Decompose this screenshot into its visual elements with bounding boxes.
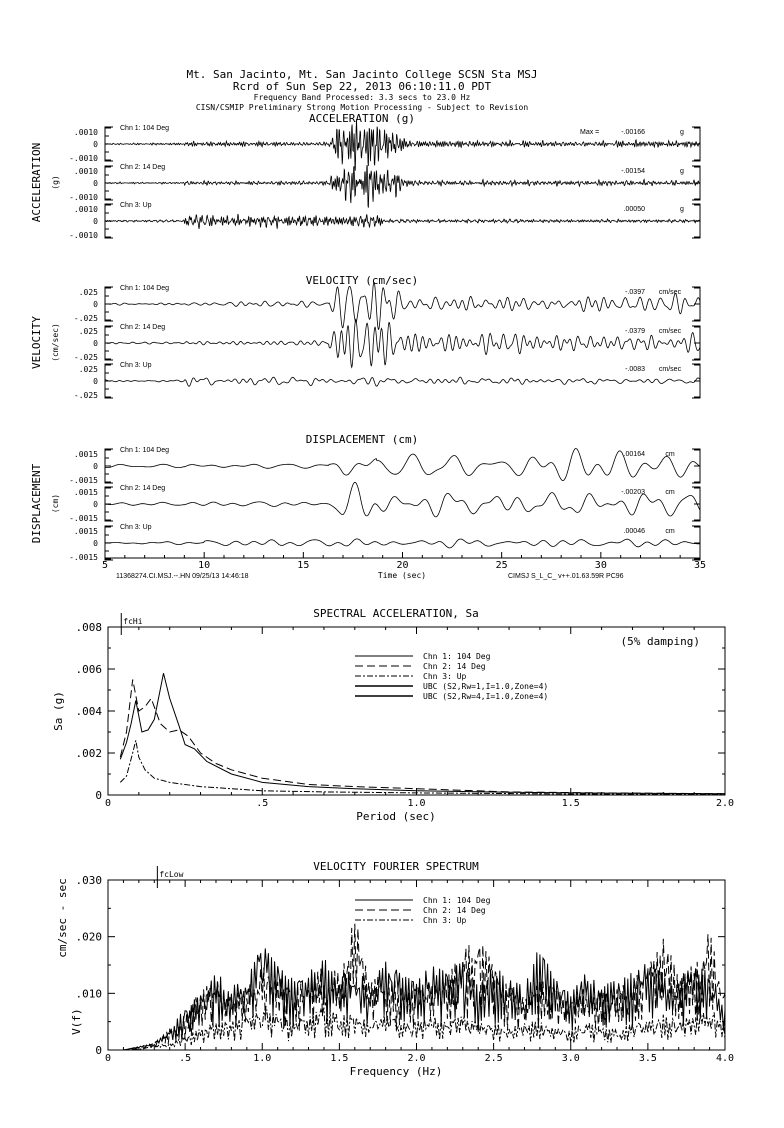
channel-unit: cm <box>665 489 675 496</box>
processing-version: CIMSJ S_L_C_ v++.01.63.59R PC96 <box>508 573 624 580</box>
y-tick-label: .008 <box>75 621 102 634</box>
y-tick-label: 0 <box>93 217 98 226</box>
channel-label: Chn 3: Up <box>120 362 152 369</box>
panel-title: VELOCITY (cm/sec) <box>305 274 419 287</box>
panel-title: ACCELERATION (g) <box>309 112 415 125</box>
channel-unit: cm/sec <box>658 366 682 373</box>
x-tick-label: 15 <box>297 560 310 571</box>
waveform-trace <box>105 282 700 329</box>
x-tick-label: .5 <box>179 1053 192 1064</box>
y-tick-label: .025 <box>78 288 98 297</box>
x-axis-label: Time (sec) <box>377 571 427 580</box>
y-axis-unit: (cm/sec) <box>51 323 60 362</box>
x-tick-label: 1.0 <box>407 798 426 809</box>
y-tick-label: -.0010 <box>69 154 98 163</box>
plot-frame <box>108 627 725 795</box>
legend-entry: UBC (S2,Rw=4,I=1.0,Zone=4) <box>423 692 549 701</box>
channel-label: Chn 1: 104 Deg <box>120 447 170 454</box>
spectral-acceleration-chart <box>52 607 734 823</box>
y-tick-label: 0 <box>95 1044 102 1057</box>
y-tick-label: .0010 <box>73 205 98 214</box>
x-axis-label: Frequency (Hz) <box>349 1065 443 1078</box>
frequency-band: Frequency Band Processed: 3.3 secs to 23.0 Hz <box>253 93 471 102</box>
processing-note: CISN/CSMIP Preliminary Strong Motion Processing - Subject to Revision <box>195 103 529 112</box>
y-tick-label: .004 <box>75 705 102 718</box>
y-tick-label: -.0015 <box>69 476 98 485</box>
waveform-trace <box>105 539 700 548</box>
y-tick-label: .0010 <box>73 167 98 176</box>
waveform-trace <box>105 320 700 368</box>
channel-right-axis <box>692 449 700 483</box>
x-tick-label: 30 <box>594 560 607 571</box>
y-tick-label: .006 <box>75 663 102 676</box>
channel-unit: g <box>680 129 684 136</box>
time-series-panel-velocity <box>30 274 700 400</box>
cutoff-marker-label: fcLow <box>159 870 184 879</box>
legend-entry: Chn 2: 14 Deg <box>423 662 486 671</box>
channel-unit: cm <box>665 451 675 458</box>
x-tick-label: 3.0 <box>561 1053 580 1064</box>
channel-max-value: -.00154 <box>621 168 645 175</box>
channel-max-value: -.00166 <box>621 129 645 136</box>
fourier-spectrum-chart <box>56 860 734 1078</box>
x-tick-label: 20 <box>396 560 409 571</box>
x-tick-label: 1.5 <box>561 798 580 809</box>
damping-note: (5% damping) <box>620 635 700 648</box>
record-id: 11368274.CI.MSJ.--.HN 09/25/13 14:46:18 <box>116 573 249 580</box>
y-tick-label: .030 <box>75 874 102 887</box>
panel-title: DISPLACEMENT (cm) <box>305 433 419 446</box>
y-axis-label: VELOCITY <box>30 316 43 369</box>
max-label: Max = <box>580 129 600 136</box>
channel-label: Chn 2: 14 Deg <box>120 324 166 331</box>
y-tick-label: .0015 <box>73 488 98 497</box>
channel-max-value: -.0379 <box>625 328 645 335</box>
legend-entry: Chn 3: Up <box>423 916 467 925</box>
legend-entry: Chn 2: 14 Deg <box>423 906 486 915</box>
x-tick-label: 10 <box>198 560 211 571</box>
chart-title: SPECTRAL ACCELERATION, Sa <box>313 607 479 620</box>
channel-max-value: -.0397 <box>625 289 645 296</box>
x-tick-label: 2.5 <box>484 1053 503 1064</box>
y-tick-label: 0 <box>93 140 98 149</box>
waveform-trace <box>105 377 700 386</box>
y-tick-label: -.0015 <box>69 553 98 562</box>
channel-label: Chn 1: 104 Deg <box>120 285 170 292</box>
waveform-trace <box>105 449 700 481</box>
y-axis-label: V(f) <box>70 1008 84 1035</box>
legend-entry: Chn 1: 104 Deg <box>423 896 491 905</box>
channel-right-axis <box>692 487 700 521</box>
y-tick-label: -.0010 <box>69 193 98 202</box>
time-series-panel-acceleration <box>30 112 700 240</box>
y-tick-label: 0 <box>93 377 98 386</box>
channel-max-value: -.00203 <box>621 489 645 496</box>
x-tick-label: 35 <box>693 560 707 571</box>
channel-label: Chn 3: Up <box>120 202 152 209</box>
legend-entry: UBC (S2,Rw=1,I=1.0,Zone=4) <box>423 682 549 691</box>
channel-unit: cm <box>665 528 675 535</box>
x-tick-label: .5 <box>256 798 269 809</box>
x-tick-label: 4.0 <box>715 1053 735 1064</box>
y-tick-label: -.0010 <box>69 231 98 240</box>
chart-title: VELOCITY FOURIER SPECTRUM <box>313 860 479 873</box>
channel-max-value: .00164 <box>623 451 645 458</box>
channel-label: Chn 2: 14 Deg <box>120 164 166 171</box>
x-tick-label: 25 <box>495 560 508 571</box>
channel-right-axis <box>692 287 700 321</box>
y-tick-label: .0010 <box>73 128 98 137</box>
y-tick-label: 0 <box>93 179 98 188</box>
y-tick-label: .0015 <box>73 450 98 459</box>
y-axis-unit: (g) <box>51 175 60 190</box>
y-tick-label: .025 <box>78 327 98 336</box>
channel-unit: g <box>680 206 684 213</box>
y-axis-label: ACCELERATION <box>30 142 43 223</box>
channel-label: Chn 3: Up <box>120 524 152 531</box>
waveform-trace <box>105 214 700 229</box>
y-axis-unit: (cm) <box>51 493 60 514</box>
time-axis <box>102 552 706 580</box>
channel-right-axis <box>692 364 700 398</box>
channel-label: Chn 2: 14 Deg <box>120 485 166 492</box>
x-tick-label: 3.5 <box>638 1053 657 1064</box>
channel-max-value: -.0083 <box>625 366 645 373</box>
y-tick-label: 0 <box>93 462 98 471</box>
y-tick-label: .020 <box>75 930 102 944</box>
record-date: Rcrd of Sun Sep 22, 2013 06:10:11.0 PDT <box>232 80 492 93</box>
channel-right-axis <box>692 326 700 360</box>
y-tick-label: .002 <box>75 747 102 760</box>
station-title: Mt. San Jacinto, Mt. San Jacinto College SCSN Sta MSJ <box>186 68 538 81</box>
channel-y-axis <box>105 449 113 483</box>
legend-entry: Chn 1: 104 Deg <box>423 652 491 661</box>
y-tick-label: .025 <box>78 365 98 374</box>
channel-max-value: .00046 <box>623 528 645 535</box>
x-axis-label: Period (sec) <box>356 810 436 823</box>
channel-label: Chn 1: 104 Deg <box>120 125 170 132</box>
x-tick-label: 0 <box>104 1053 112 1064</box>
y-tick-label: 0 <box>93 339 98 348</box>
x-tick-label: 2.0 <box>407 1053 426 1064</box>
cutoff-marker-label: fcHi <box>123 617 143 626</box>
y-axis-label: DISPLACEMENT <box>30 463 43 544</box>
x-tick-label: 1.0 <box>253 1053 272 1064</box>
time-series-panel-displacement <box>30 433 700 562</box>
channel-unit: cm/sec <box>658 289 682 296</box>
series-line-chn3 <box>120 740 725 794</box>
y-axis-unit: cm/sec - sec <box>56 878 69 958</box>
y-tick-label: 0 <box>95 789 102 802</box>
x-tick-label: 5 <box>101 560 109 571</box>
x-tick-label: 0 <box>104 798 112 809</box>
channel-unit: g <box>680 168 684 175</box>
waveform-trace <box>105 119 700 170</box>
y-tick-label: 0 <box>93 500 98 509</box>
waveform-trace <box>105 165 700 208</box>
y-axis-label: Sa (g) <box>52 691 65 731</box>
y-tick-label: -.0015 <box>69 514 98 523</box>
x-tick-label: 2.0 <box>715 798 735 809</box>
y-tick-label: 0 <box>93 539 98 548</box>
y-tick-label: -.025 <box>73 353 98 362</box>
page-header <box>187 68 538 112</box>
channel-unit: cm/sec <box>658 328 682 335</box>
y-tick-label: -.025 <box>73 391 98 400</box>
legend-entry: Chn 3: Up <box>423 672 467 681</box>
y-tick-label: 0 <box>93 300 98 309</box>
y-tick-label: .010 <box>75 987 102 1001</box>
x-tick-label: 1.5 <box>330 1053 349 1064</box>
channel-max-value: .00050 <box>623 206 645 213</box>
waveform-trace <box>105 482 700 517</box>
y-tick-label: -.025 <box>73 314 98 323</box>
y-tick-label: .0015 <box>73 527 98 536</box>
